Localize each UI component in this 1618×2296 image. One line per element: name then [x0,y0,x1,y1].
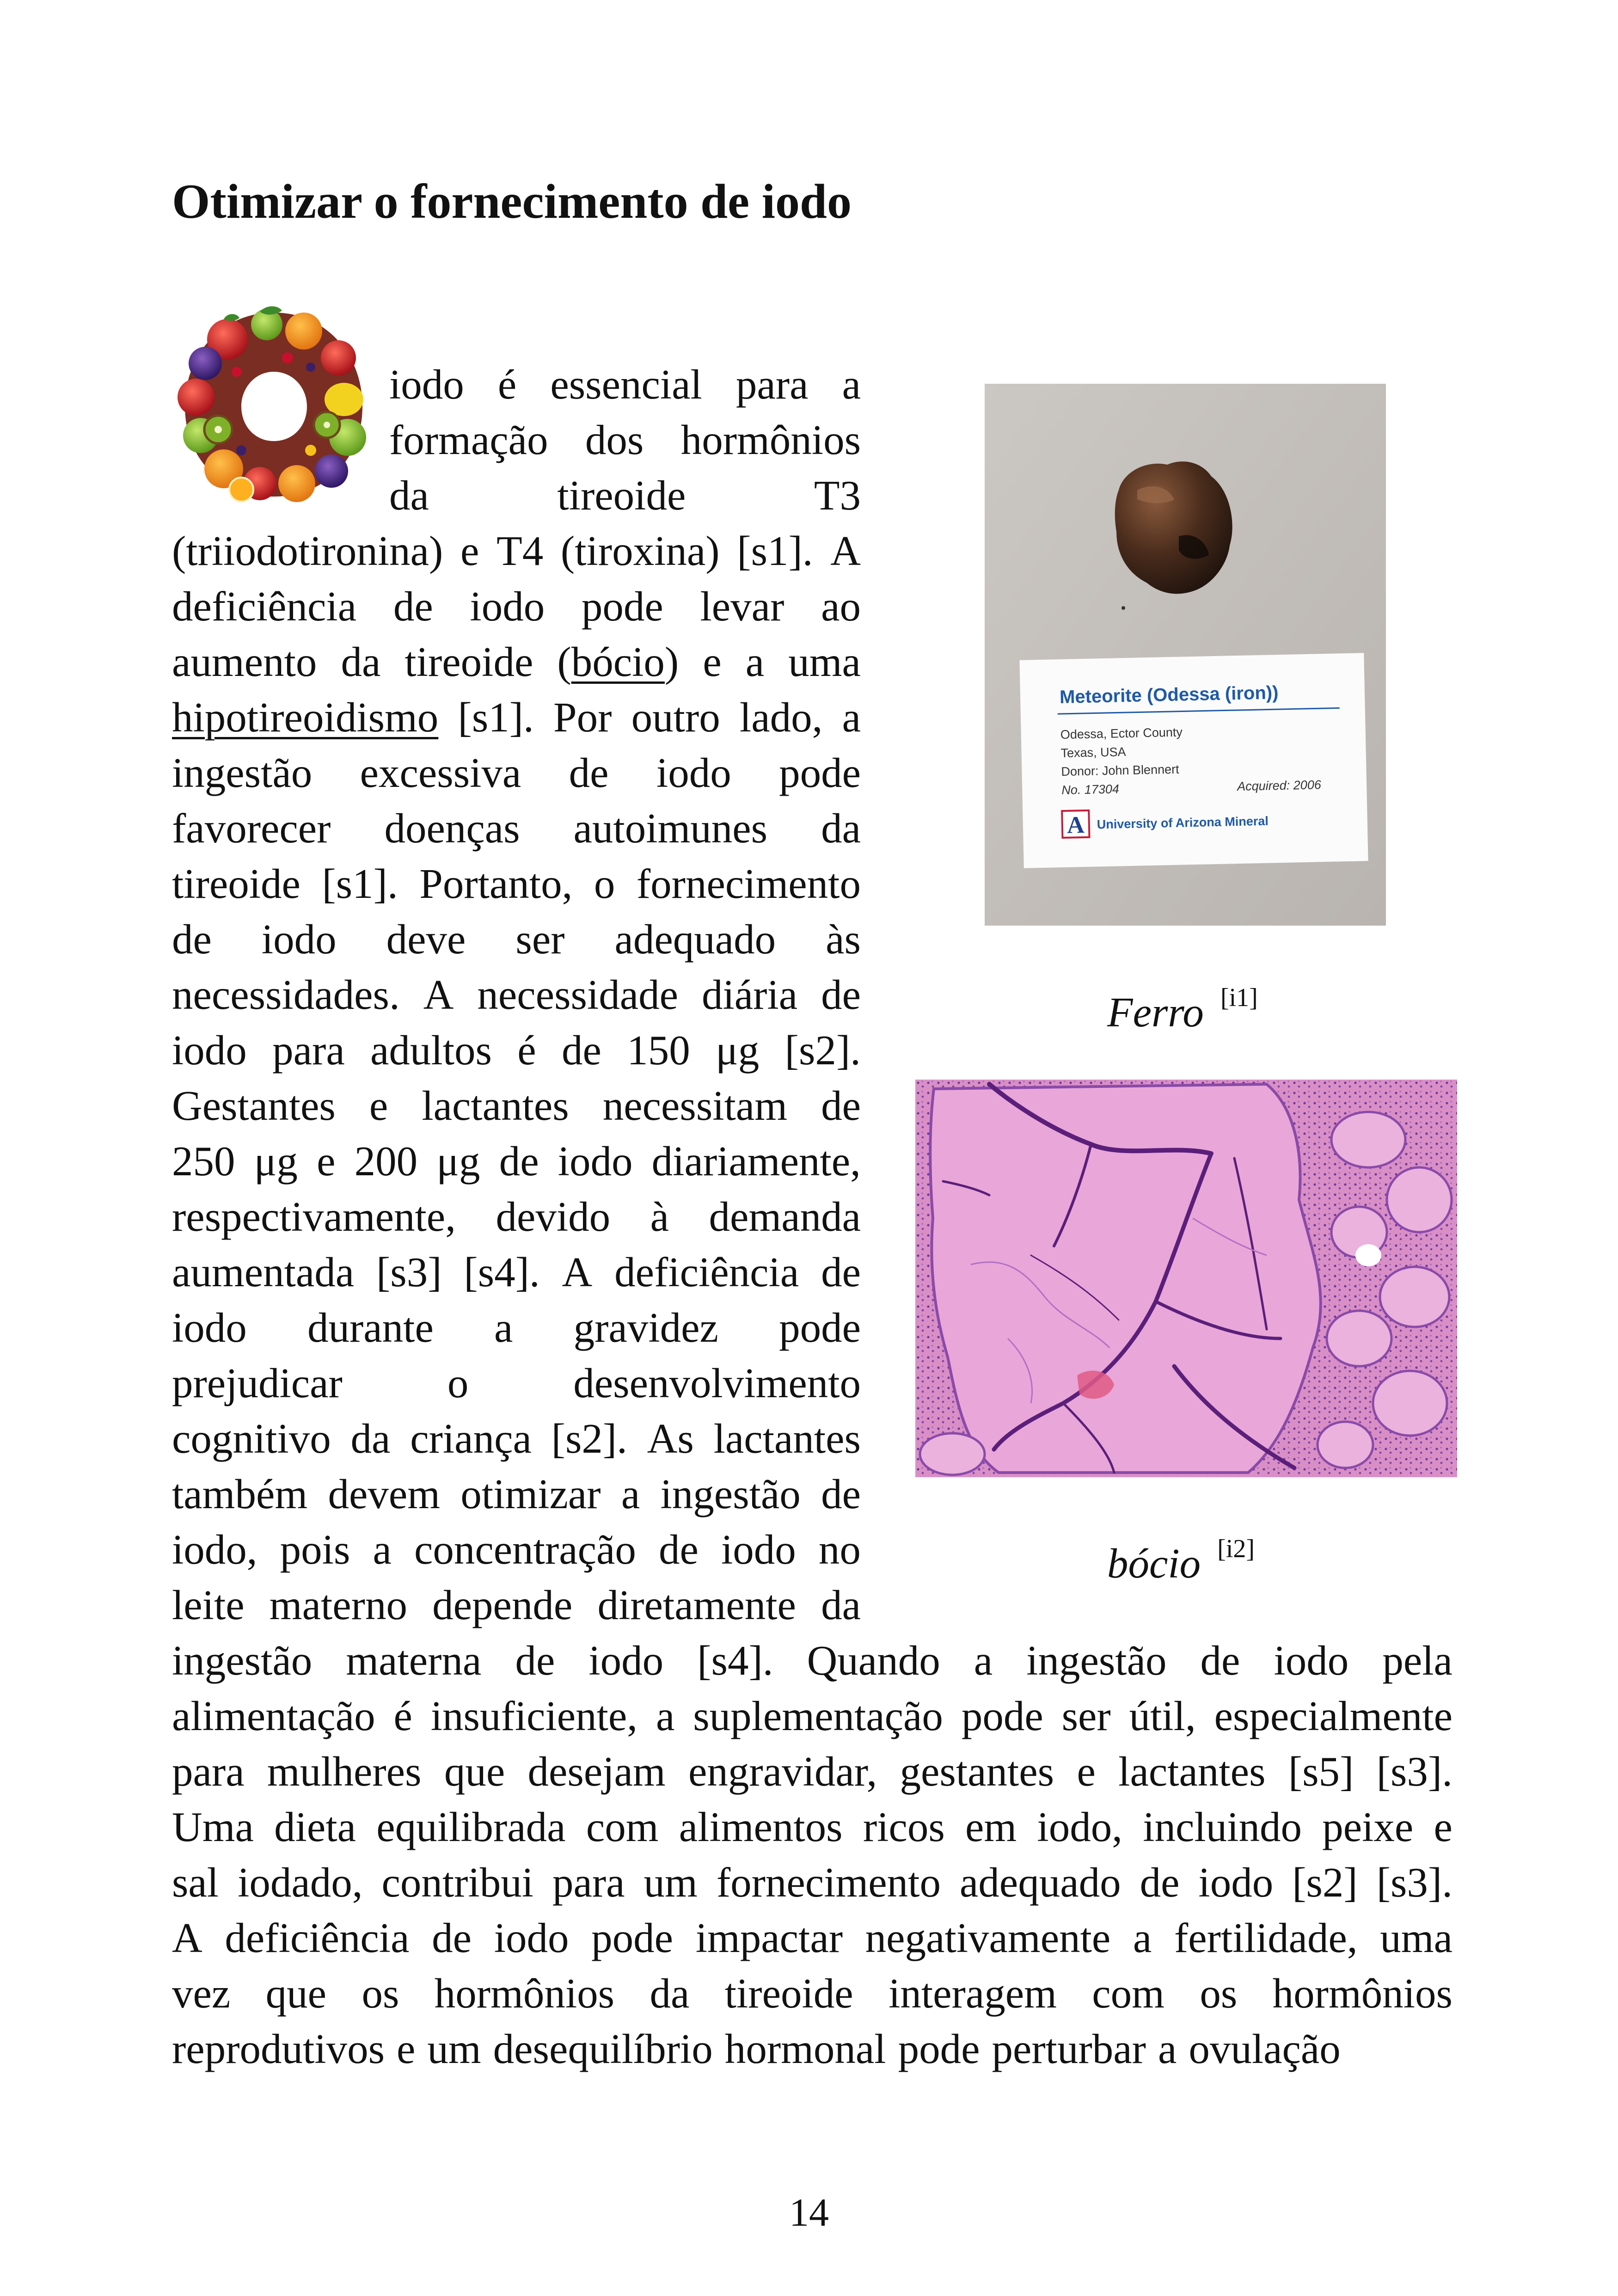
word: desequilíbrio [493,2026,713,2072]
figure2-image-ref: [i2] [1217,1535,1255,1563]
word: tireoide [404,638,533,685]
word: engravidar, [688,1748,877,1795]
word: de [515,1637,555,1684]
word: 200 [354,1138,418,1185]
word: μg [254,1138,298,1185]
word: e [1077,1748,1096,1795]
word: T4 [496,528,544,574]
text-line [172,967,861,1023]
word: de [561,1027,601,1074]
section-heading: Otimizar o fornecimento de iodo [172,174,852,228]
word: à [650,1193,669,1240]
word: prejudicar [172,1360,343,1406]
word: pode [898,2026,980,2072]
word: tireoide [724,1970,853,2017]
word-with-link [172,690,438,745]
text-line [172,579,861,634]
word: durante [307,1304,434,1351]
text-line [172,856,861,912]
word: e [369,1082,388,1129]
text-line [172,1467,861,1522]
label-card-title: Meteorite (Odessa (iron)) [1059,682,1279,708]
empty-space [1355,1244,1381,1266]
word: diária [701,971,798,1018]
word: hormônios [434,1970,615,2017]
word: excessiva [360,749,521,796]
word: a [494,1304,513,1351]
word: reprodutivos [172,2026,385,2072]
word: da [350,1415,391,1462]
word: impactar [695,1915,843,1961]
word: Gestantes [172,1082,336,1129]
fruit-ring [178,307,366,503]
word: da [389,472,429,519]
word: também [172,1471,308,1517]
figure2-caption-text: bócio [1107,1540,1201,1587]
text-line [172,2021,1453,2077]
word: para [735,361,809,408]
word: de [659,1526,699,1573]
word: de [1140,1859,1180,1906]
text-line [172,1134,861,1189]
word: demanda [709,1193,861,1240]
word: de [569,749,609,796]
colloid-follicle [930,1084,1321,1473]
word: um [644,1859,698,1906]
word: [s4]. [464,1249,540,1295]
word: μg [436,1138,480,1185]
word: iodo [558,1138,633,1185]
text-line [172,1522,861,1578]
word: lactantes [422,1082,569,1129]
text-line [172,1855,1453,1910]
word: uma [1380,1915,1453,1961]
word: e [317,1138,336,1185]
word: Por [553,694,612,741]
word: ingestão [172,1637,313,1684]
word: às [826,916,861,963]
word: tireoide [172,860,300,907]
word: tireoide [557,472,686,519]
word: lado, [739,694,823,741]
word: a [842,361,861,408]
word: [s2]. [784,1027,861,1074]
word: doenças [384,805,520,852]
word: outro [631,694,720,741]
word: necessidades. [172,971,400,1018]
word: iodo [494,1915,569,1961]
word: deficiência [172,583,357,630]
word: da [341,638,381,685]
figure1-image-ref: [i1] [1220,983,1258,1012]
word: e [1434,1804,1453,1850]
word: da [821,805,861,852]
word: [s3]. [1376,1748,1453,1795]
word: é [393,1693,412,1739]
word: [s1]. [458,694,534,741]
word: aumentada [172,1249,355,1295]
text-line [172,1633,1453,1688]
word: para [552,1859,625,1906]
word: devem [328,1471,441,1517]
word: formação [389,417,548,463]
word: materna [346,1637,482,1684]
word: devido [496,1193,611,1240]
word: o [447,1360,469,1406]
word: deve [386,916,466,963]
word: [s1]. [322,860,398,907]
word: pode [581,583,663,630]
word: fertilidade, [1174,1915,1358,1961]
text-line [172,1966,1453,2021]
label-card-region: Texas, USA [1060,745,1126,761]
word: pode [779,749,861,796]
word: ingestão [660,1471,801,1517]
word: e [396,2026,416,2072]
word: interagem [889,1970,1057,2017]
word: de [821,1249,861,1295]
word: levar [700,583,784,630]
word: pela [1382,1637,1453,1684]
word: A [562,1249,593,1295]
word: lactantes [713,1415,861,1462]
word: A [423,971,454,1018]
figure-iron-meteorite [985,384,1386,926]
word: aumento [172,638,317,685]
word: pois [280,1526,350,1573]
word: ser [515,916,565,963]
word: (triiodotironina) [172,528,443,574]
word: depende [432,1582,573,1628]
word: mulheres [267,1748,422,1795]
word: de [821,1471,861,1517]
word: [s3] [376,1249,442,1295]
word: e [460,528,479,574]
word: em [965,1804,1017,1850]
text-line [172,1799,1453,1855]
text-line [172,745,861,801]
word: otimizar [460,1471,601,1517]
text-line [172,801,861,856]
word: incluindo [1143,1804,1302,1850]
word: [s3]. [1376,1859,1453,1906]
word: leite [172,1582,245,1628]
word: lactantes [1118,1748,1266,1795]
word: com [586,1804,659,1850]
underlined-term[interactable]: bócio [571,638,665,685]
text-line [389,357,861,412]
word: de [821,1082,861,1129]
word: iodo [261,916,337,963]
word: μg [716,1027,760,1074]
word: os [362,1970,399,2017]
word-with-link: (bócio) [557,638,679,685]
word: insuficiente, [430,1693,638,1739]
word: Portanto, [419,860,573,907]
word: desejam [527,1748,666,1795]
text-line [172,1078,861,1134]
figure1-caption [1107,970,1258,1036]
word: iodo [172,1304,247,1351]
word: necessitam [602,1082,787,1129]
word: vez [172,1970,231,2017]
word: [s2]. [551,1415,627,1462]
word: diariamente, [651,1138,861,1185]
word: de [821,971,861,1018]
word: A [172,1915,202,1961]
word: hormonal [724,2026,886,2072]
word: (tiroxina) [560,528,720,574]
word: para [172,1748,245,1795]
word: fornecimento [716,1859,941,1906]
word: adequado [959,1859,1121,1906]
text-line [172,1688,1453,1744]
figure1-caption-text: Ferro [1107,989,1204,1036]
text-line [172,1245,861,1300]
text-line [172,912,861,967]
text-line [172,634,861,690]
word: o [594,860,615,907]
label-card-acquired: Acquired: 2006 [1237,778,1322,794]
word: T3 [814,472,861,519]
text-line [172,1023,861,1078]
word: sal [172,1859,219,1906]
text-line [172,690,861,745]
word: materno [269,1582,407,1628]
word: iodo, [1037,1804,1122,1850]
word: [s1]. [737,528,813,574]
word: [s5] [1288,1748,1354,1795]
word: dos [585,417,644,463]
word: a [656,1693,675,1739]
page-number: 14 [789,2190,829,2235]
text-line [172,1300,861,1356]
word: iodo [1274,1637,1349,1684]
word: [s2] [1292,1859,1358,1906]
text-line [172,1744,1453,1799]
word: respectivamente, [172,1193,456,1240]
word: de [432,1915,472,1961]
word: alimentos [679,1804,843,1850]
word: [s4]. [697,1637,773,1684]
word: ao [821,583,861,630]
word: 250 [172,1138,235,1185]
word: iodo [588,1637,664,1684]
word: e [703,638,722,685]
word: a [1133,1915,1152,1961]
word: cognitivo [172,1415,331,1462]
figure-goiter-histology [915,1080,1457,1477]
word: adultos [370,1027,492,1074]
word: que [444,1748,505,1795]
word: favorecer [172,805,331,852]
word: da [650,1970,690,2017]
word: 150 [627,1027,690,1074]
word: As [647,1415,694,1462]
word: a [842,694,861,741]
word: hormônios [680,417,861,463]
word: ricos [863,1804,945,1850]
word: é [517,1027,536,1074]
word: necessidade [477,971,678,1018]
word: uma [788,638,861,685]
word: autoimunes [573,805,768,852]
word: gravidez [573,1304,718,1351]
word: adequado [614,916,776,963]
word: um [427,2026,481,2072]
university-logo-letter: A [1066,811,1085,839]
word: alimentação [172,1693,375,1739]
word: deficiência [614,1249,799,1295]
word: perturbar [992,2026,1146,2072]
word: iodo [656,749,731,796]
word: desenvolvimento [573,1360,861,1406]
text-line [172,1910,1453,1966]
word: contribui [381,1859,534,1906]
word: ovulação [1189,2026,1341,2072]
word: iodo, [172,1526,257,1573]
word: da [821,1582,861,1628]
word: equilibrada [376,1804,566,1850]
text-line [172,1411,861,1467]
word: de [393,583,433,630]
word: a [1158,2026,1177,2072]
word: que [265,1970,327,2017]
word: com [1092,1970,1164,2017]
figure2-caption [1107,1521,1255,1587]
text-line [172,1189,861,1245]
word: iodo [721,1526,796,1573]
word: é [497,361,517,408]
word: para [272,1027,345,1074]
word: suplementação [693,1693,943,1739]
word: A [830,528,861,574]
word: a [621,1471,640,1517]
word: negativamente [865,1915,1111,1961]
word: a [373,1526,392,1573]
fruit-drop-cap-o [172,302,375,506]
word: ingestão [1026,1637,1167,1684]
word: especialmente [1214,1693,1453,1739]
word: iodado, [238,1859,363,1906]
text-line [389,468,861,523]
word: a [974,1637,993,1684]
word: iodo [172,1027,247,1074]
text-line [172,1356,861,1411]
label-card-institution: University of Arizona Mineral [1097,814,1269,832]
text-line [389,412,861,468]
word: os [1200,1970,1238,2017]
word: fornecimento [636,860,861,907]
word: peixe [1322,1804,1414,1850]
label-card-location: Odessa, Ector County [1060,725,1183,742]
specimen-label-card [1019,653,1368,868]
word: iodo [1198,1859,1274,1906]
word: iodo [470,583,545,630]
word: de [499,1138,539,1185]
text-line [172,1578,861,1633]
word: essencial [550,361,702,408]
word: deficiência [225,1915,410,1961]
word: gestantes [900,1748,1054,1795]
word: dieta [274,1804,356,1850]
word: pode [961,1693,1043,1739]
word: útil, [1129,1693,1196,1739]
word: ser [1061,1693,1111,1739]
word: de [1200,1637,1240,1684]
word: hormônios [1272,1970,1453,2017]
word: no [818,1526,861,1573]
word: de [172,916,212,963]
word: Uma [172,1804,254,1850]
label-card-donor: Donor: John Blennert [1061,762,1179,779]
word: a [745,638,765,685]
label-card-number: No. 17304 [1061,782,1120,797]
word: iodo [389,361,464,408]
word: pode [591,1915,674,1961]
word: pode [779,1304,861,1351]
word: concentração [414,1526,636,1573]
word: criança [410,1415,532,1462]
text-line [172,523,861,579]
underlined-term[interactable]: hipotireoidismo [172,694,439,741]
word: Quando [807,1637,940,1684]
word: diretamente [597,1582,796,1628]
word: ingestão [172,749,313,796]
